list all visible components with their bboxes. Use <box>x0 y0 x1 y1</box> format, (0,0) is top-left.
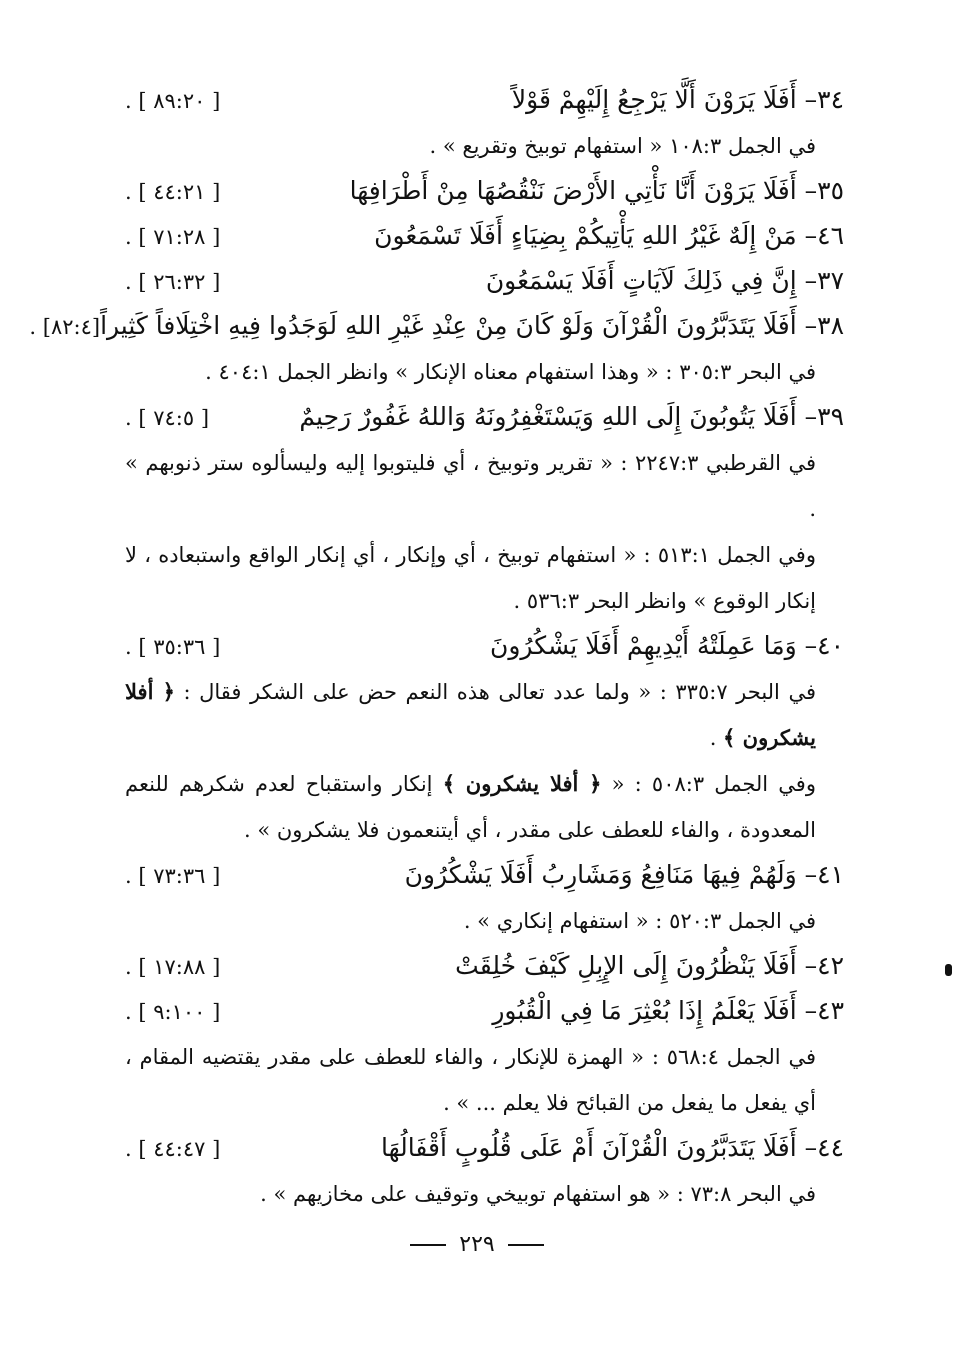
verse-entry <box>125 944 844 989</box>
commentary-text: وفي الجمل ٥٠٨:٣ : « <box>601 772 816 796</box>
commentary-paragraph <box>125 349 844 395</box>
verse-reference: [٨٢:٤] . <box>29 315 101 339</box>
verse-entry <box>29 304 844 349</box>
page-number-footer <box>0 1232 954 1257</box>
verse-entry <box>125 989 844 1034</box>
footer-dash-right <box>508 1244 544 1246</box>
commentary-paragraph <box>125 1034 844 1126</box>
commentary-text-continued: إنكار واستقباح لعدم شكرهم للنعم المعدودة ، والفاء للعطف على مقدر ، أي أيتنعمون فلا يشكرون » . <box>125 772 816 842</box>
verse-reference: [ ٨٩:٢٠ ] . <box>125 89 221 113</box>
verse-reference: [ ٧٤:٥ ] . <box>125 406 210 430</box>
quoted-verse-bold: ﴿ أفلا يشكرون ﴾ <box>442 771 602 796</box>
verse-text: ٣٨– أَفَلَا يَتَدَبَّرُونَ الْقُرْآنَ وَلَوْ كَانَ مِنْ عِنْدِ غَيْرِ اللهِ لَوَجَدُوا فِيهِ اخْتِلَافاً كَثِيراً <box>100 311 844 340</box>
verse-entry <box>125 1126 844 1171</box>
commentary-paragraph <box>125 123 844 169</box>
commentary-text: في البحر ٧٣:٨ : « هو استفهام توبيخي وتوقيف على مخازيهم » . <box>260 1182 816 1206</box>
verse-reference: [ ٤٤:٤٧ ] . <box>125 1137 221 1161</box>
verse-text: ٤٠– وَمَا عَمِلَتْهُ أَيْدِيهِمْ أَفَلَا يَشْكُرُونَ <box>489 631 844 660</box>
verse-text: ٤٢– أَفَلَا يَنْظُرُونَ إِلَى الإِبِلِ كَيْفَ خُلِقَتْ <box>455 951 844 980</box>
commentary-paragraph <box>125 532 844 624</box>
commentary-text: في الجمل ٥٢٠:٣ : « استفهام إنكاري » . <box>463 909 816 933</box>
verse-reference: [ ١٧:٨٨ ] . <box>125 955 221 979</box>
commentary-paragraph <box>125 669 844 761</box>
verse-text: ٣٤– أَفَلَا يَرَوْنَ أَلَّا يَرْجِعُ إِلَيْهِمْ قَوْلاً <box>511 85 844 114</box>
verse-entry <box>125 395 844 440</box>
verse-text: ٤٤– أَفَلَا يَتَدَبَّرُونَ الْقُرْآنَ أَمْ عَلَى قُلُوبٍ أَقْفَالُهَا <box>381 1133 844 1162</box>
footer-dash-left <box>410 1244 446 1246</box>
verse-text: ٣٩– أَفَلَا يَتُوبُونَ إِلَى اللهِ وَيَسْتَغْفِرُونَهُ وَاللهُ غَفُورٌ رَحِيمٌ <box>299 402 844 431</box>
verse-reference: [ ٧١:٢٨ ] . <box>125 225 221 249</box>
verse-text: ٤١– وَلَهُمْ فِيهَا مَنَافِعُ وَمَشَارِبُ أَفَلَا يَشْكُرُونَ <box>404 860 844 889</box>
quoted-verse-bold: ﴿ أفلا يشكرون ﴾ <box>125 679 816 750</box>
verse-entry <box>125 853 844 898</box>
verse-reference: [ ٤٤:٢١ ] . <box>125 180 221 204</box>
verse-entry <box>125 624 844 669</box>
commentary-text-continued: . <box>709 726 724 750</box>
commentary-paragraph <box>125 761 844 853</box>
verse-entry <box>125 214 844 259</box>
commentary-paragraph <box>125 440 844 532</box>
commentary-text: وفي الجمل ٥١٣:١ : « استفهام توبيخ ، أي وإنكار ، أي إنكار الواقع واستبعاده ، لا إنكار الوقوع » وانظر البحر ٥٣٦:٣ . <box>125 543 816 613</box>
verse-text: ٤٣– أَفَلَا يَعْلَمُ إِذَا بُعْثِرَ مَا فِي الْقُبُورِ <box>492 996 844 1025</box>
commentary-text: في القرطبي ٢٢٤٧:٣ : « تقرير وتوبيخ ، أي فليتوبوا إليه وليسألوه ستر ذنوبهم » . <box>125 451 816 521</box>
verse-reference: [ ٩:١٠٠ ] . <box>125 1000 221 1024</box>
margin-ink-mark <box>945 964 952 976</box>
verse-reference: [ ٧٣:٣٦ ] . <box>125 864 221 888</box>
commentary-text: في البحر ٣٣٥:٧ : « ولما عدد تعالى هذه النعم حض على الشكر فقال : <box>174 680 816 704</box>
commentary-text: في البحر ٣٠٥:٣ : « وهذا استفهام معناه الإنكار » وانظر الجمل ٤٠٤:١ . <box>205 360 816 384</box>
verse-reference: [ ٣٥:٣٦ ] . <box>125 635 221 659</box>
verse-entry <box>125 259 844 304</box>
commentary-paragraph <box>125 898 844 944</box>
verse-text: ٤٦– مَنْ إِلَهٌ غَيْرُ اللهِ يَأْتِيكُمْ بِضِيَاءٍ أَفَلَا تَسْمَعُونَ <box>374 221 844 250</box>
verse-text: ٣٥– أَفَلَا يَرَوْنَ أَنَّا نَأْتِي الأَرْضَ نَنْقُصُهَا مِنْ أَطْرَافِهَا <box>349 176 844 205</box>
commentary-text: في الجمل ١٠٨:٣ « استفهام توبيخ وتقريع » . <box>429 134 816 158</box>
page-number: ٢٢٩ <box>459 1232 495 1257</box>
page-content <box>29 78 844 1217</box>
verse-entry <box>125 169 844 214</box>
commentary-text: في الجمل ٥٦٨:٤ : « الهمزة للإنكار ، والفاء للعطف على مقدر يقتضيه المقام ، أي يفعل ما يفعل من القبائح فلا يعلم ... » . <box>125 1045 816 1115</box>
verse-entry <box>125 78 844 123</box>
verse-text: ٣٧– إِنَّ فِي ذَلِكَ لَآيَاتٍ أَفَلَا يَسْمَعُونَ <box>485 266 844 295</box>
verse-reference: [ ٢٦:٣٢ ] . <box>125 270 221 294</box>
commentary-paragraph <box>125 1171 844 1217</box>
